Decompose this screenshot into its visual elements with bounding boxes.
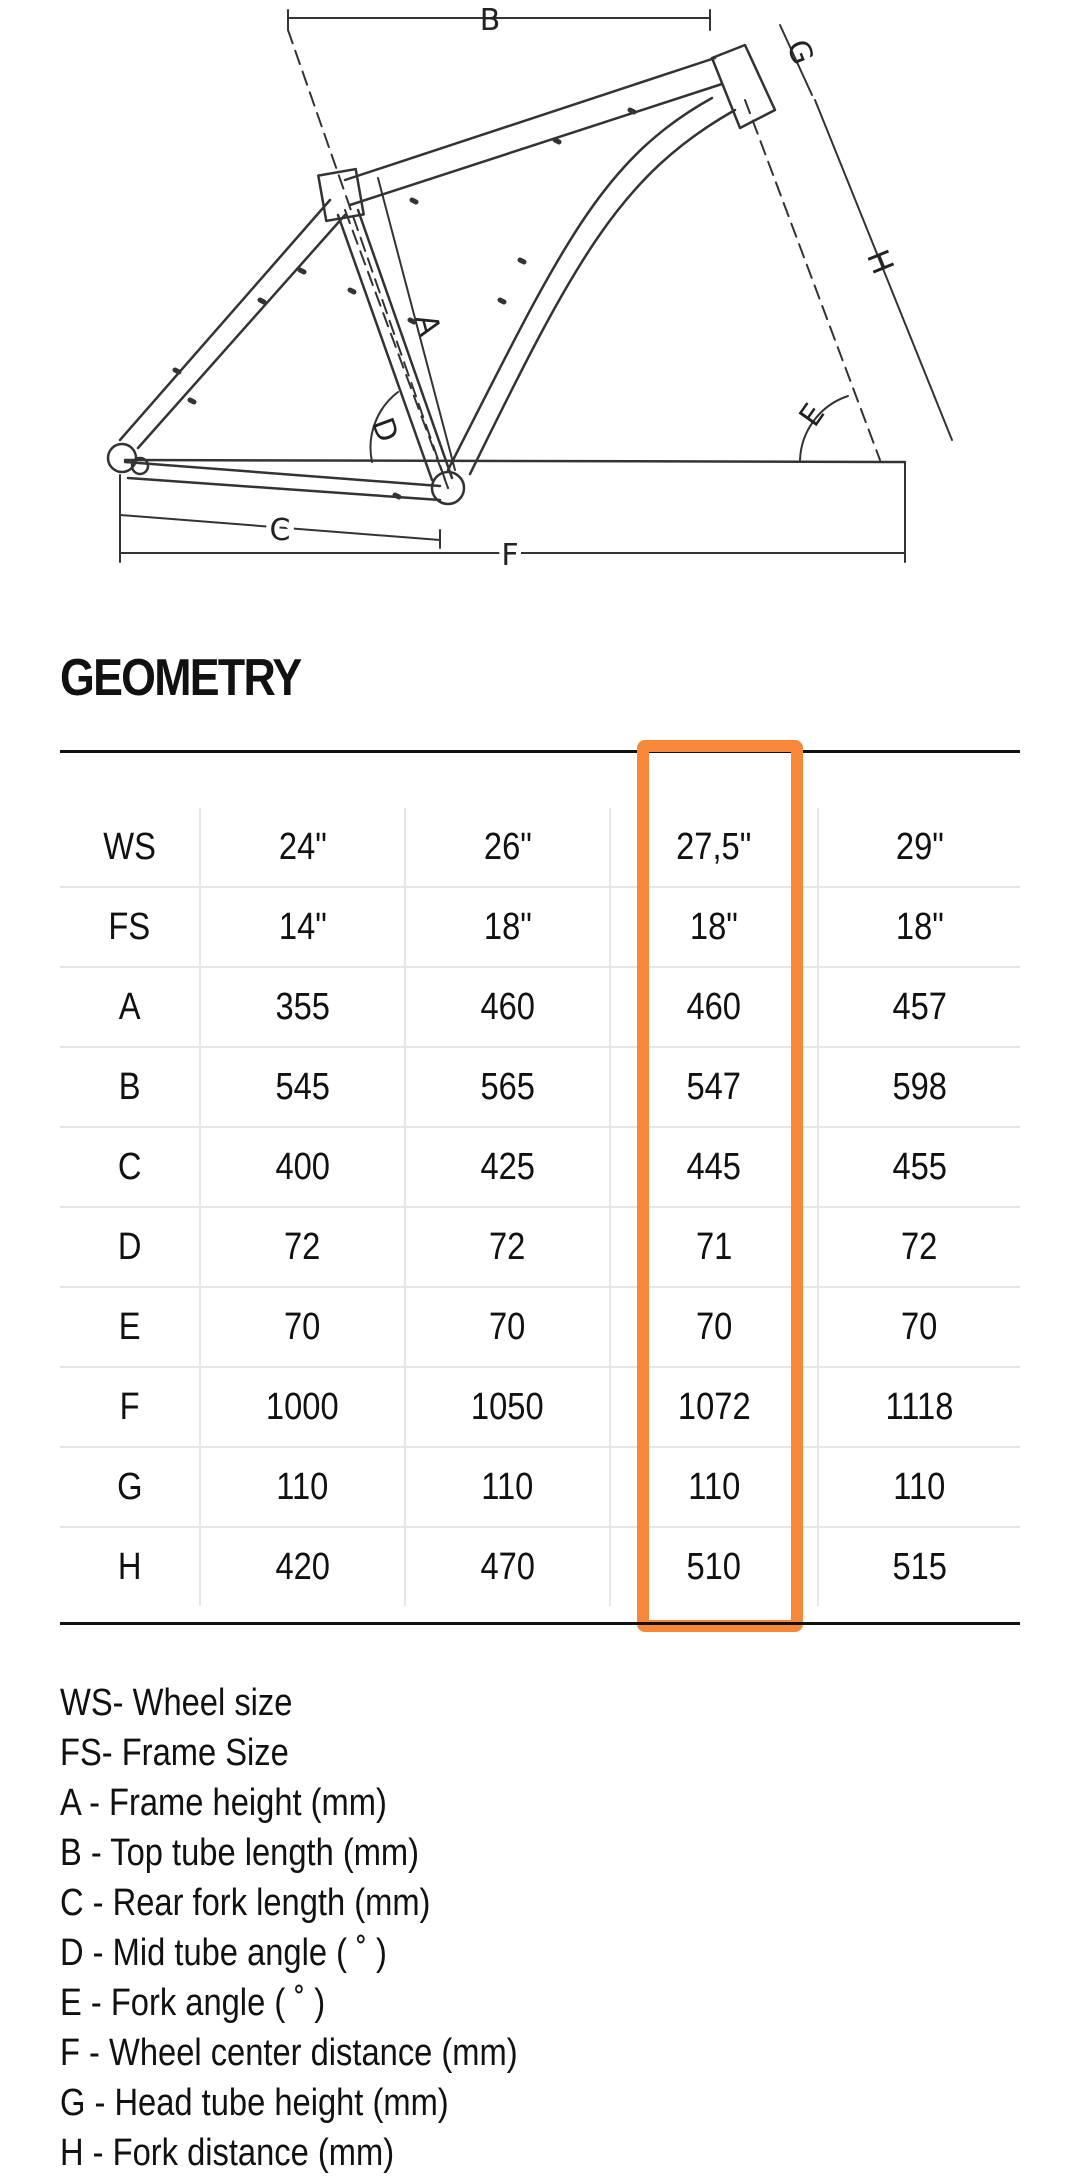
table-cell (405, 887, 610, 967)
dimension-label-h: H (859, 245, 900, 280)
table-row (60, 1287, 1020, 1367)
cell-text: 70 (489, 1305, 526, 1348)
cell-text: H (117, 1545, 142, 1588)
cell-text: 598 (892, 1065, 947, 1108)
geometry-title: GEOMETRY (60, 649, 301, 707)
cell-text: A (118, 985, 141, 1028)
cell-text: 460 (686, 985, 742, 1028)
cell-text: 27,5" (676, 825, 752, 868)
table-top-rule (60, 750, 1020, 753)
cell-text: 547 (686, 1065, 742, 1108)
dimension-label-d: D (364, 413, 405, 448)
table-cell (405, 808, 610, 887)
row-label-cell (60, 1047, 200, 1127)
table-cell (405, 1127, 610, 1207)
row-label-cell (60, 1527, 200, 1606)
cell-text: 72 (489, 1225, 526, 1268)
table-row (60, 1447, 1020, 1527)
cell-text: 70 (901, 1305, 938, 1348)
cell-text: 355 (275, 985, 330, 1028)
legend-item: WS- Wheel size (60, 1682, 293, 1724)
cell-text: C (117, 1145, 142, 1188)
table-cell (200, 1287, 405, 1367)
dimension-label-g: G (778, 34, 821, 70)
row-label-cell (60, 1207, 200, 1287)
dimension-label-c: C (269, 513, 291, 548)
legend-item: H - Fork distance (mm) (60, 2132, 395, 2174)
cell-text: G (116, 1465, 143, 1508)
legend-item: F - Wheel center distance (mm) (60, 2032, 518, 2074)
highlighted-column-27-5 (637, 740, 803, 1632)
table-cell (818, 1527, 1020, 1606)
seat-stay (120, 200, 345, 448)
table-cell (200, 1447, 405, 1527)
table-row (60, 1127, 1020, 1207)
geometry-table (60, 808, 1020, 1606)
table-cell (818, 887, 1020, 967)
cell-text: B (118, 1065, 141, 1108)
cell-text: 18" (895, 905, 944, 948)
legend-list (60, 1678, 592, 2178)
table-row (60, 808, 1020, 887)
bike-frame-diagram (0, 0, 1080, 590)
cell-text: 545 (275, 1065, 330, 1108)
legend-item: E - Fork angle ( ˚ ) (60, 1982, 326, 2024)
row-label-cell (60, 887, 200, 967)
head-tube (712, 45, 775, 128)
table-cell (818, 967, 1020, 1047)
cell-text: 24" (278, 825, 327, 868)
cell-text: 420 (275, 1545, 330, 1588)
cell-text: F (119, 1385, 140, 1428)
table-cell (200, 808, 405, 887)
cell-text: 510 (686, 1545, 742, 1588)
table-cell (405, 1287, 610, 1367)
cell-text: 71 (695, 1225, 733, 1268)
table-cell (200, 1127, 405, 1207)
table-cell (405, 1047, 610, 1127)
cell-text: 1050 (471, 1385, 544, 1428)
cell-text: 445 (686, 1145, 742, 1188)
cell-text: 455 (892, 1145, 947, 1188)
dimension-label-a: A (407, 310, 448, 340)
legend-item: G - Head tube height (mm) (60, 2082, 449, 2124)
cell-text: 70 (284, 1305, 321, 1348)
cell-text: 1000 (266, 1385, 339, 1428)
cell-text: 18" (483, 905, 532, 948)
cell-text: 515 (892, 1545, 947, 1588)
table-row (60, 967, 1020, 1047)
table-cell (818, 1287, 1020, 1367)
cell-text: 1118 (885, 1385, 954, 1428)
down-tube (448, 98, 735, 474)
cell-text: 14" (278, 905, 327, 948)
table-row (60, 887, 1020, 967)
cell-text: E (118, 1305, 141, 1348)
cell-text: 18" (690, 905, 738, 948)
cell-text: 460 (480, 985, 535, 1028)
cell-text: 26" (483, 825, 532, 868)
table-cell (818, 1047, 1020, 1127)
table-bottom-rule (60, 1622, 1020, 1625)
cell-text: 457 (892, 985, 947, 1028)
table-cell (818, 1127, 1020, 1207)
table-cell (200, 1207, 405, 1287)
legend-item: B - Top tube length (mm) (60, 1832, 420, 1874)
cell-text: 565 (480, 1065, 535, 1108)
table-cell (818, 1447, 1020, 1527)
cell-text: 110 (893, 1465, 946, 1508)
table-cell (818, 1207, 1020, 1287)
dimension-label-f: F (501, 538, 519, 573)
table-cell (818, 1367, 1020, 1447)
cell-text: 110 (276, 1465, 329, 1508)
cell-text: 425 (480, 1145, 535, 1188)
table-cell (405, 1527, 610, 1606)
legend-item: D - Mid tube angle ( ˚ ) (60, 1932, 387, 1974)
table-cell (818, 808, 1020, 887)
cell-text: 29" (895, 825, 944, 868)
dimension-label-b: B (479, 3, 501, 38)
row-label-cell (60, 1367, 200, 1447)
cell-text: 470 (480, 1545, 535, 1588)
table-cell (200, 1047, 405, 1127)
seat-clamp (318, 169, 363, 221)
table-cell (405, 1447, 610, 1527)
cell-text: WS (103, 825, 156, 868)
table-cell (405, 967, 610, 1047)
table-row (60, 1527, 1020, 1606)
table-cell (200, 1527, 405, 1606)
row-label-cell (60, 1287, 200, 1367)
cell-text: 110 (481, 1465, 534, 1508)
legend-item: FS- Frame Size (60, 1732, 289, 1774)
row-label-cell (60, 1447, 200, 1527)
legend-item: A - Frame height (mm) (60, 1782, 387, 1824)
table-cell (200, 887, 405, 967)
table-row (60, 1207, 1020, 1287)
row-label-cell (60, 808, 200, 887)
table-cell (405, 1207, 610, 1287)
dimension-label-e: E (792, 397, 833, 434)
cell-text: 1072 (677, 1385, 751, 1428)
cell-text: D (117, 1225, 142, 1268)
table-cell (200, 1367, 405, 1447)
legend-item: C - Rear fork length (mm) (60, 1882, 431, 1924)
top-tube (345, 58, 722, 205)
row-label-cell (60, 1127, 200, 1207)
cell-text: 72 (901, 1225, 938, 1268)
table-row (60, 1367, 1020, 1447)
row-label-cell (60, 967, 200, 1047)
cell-text: 72 (284, 1225, 321, 1268)
table-cell (200, 967, 405, 1047)
cell-text: 110 (687, 1465, 741, 1508)
table-row (60, 1047, 1020, 1127)
cell-text: FS (108, 905, 151, 948)
cell-text: 70 (695, 1305, 733, 1348)
cell-text: 400 (275, 1145, 330, 1188)
table-cell (405, 1367, 610, 1447)
